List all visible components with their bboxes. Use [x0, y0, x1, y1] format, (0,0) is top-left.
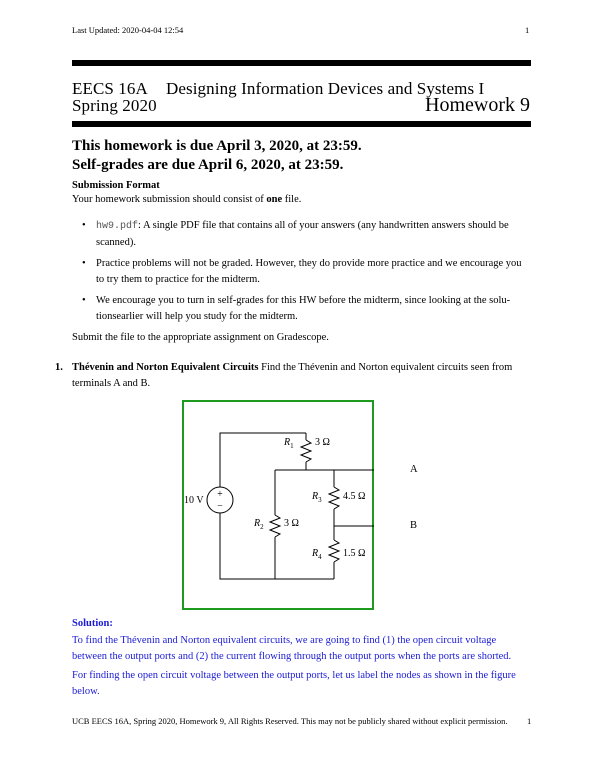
submission-list: [72, 218, 532, 324]
due-line-2: Self-grades are due April 6, 2020, at 23:59.: [72, 157, 344, 173]
submission-intro-pre: Your homework submission should consist of: [72, 194, 267, 205]
r2-value: 3 Ω: [284, 518, 299, 529]
list-item: [72, 256, 532, 287]
r1-label: $R_1$: [284, 437, 294, 450]
r1-value: 3 Ω: [315, 437, 330, 448]
list-item: [72, 218, 532, 250]
list-item-text: We encourage you to turn in self-grades for this HW before the midterm, since looking at the solu-tionsearlier will help you study for the midterm.: [96, 295, 511, 322]
footer-text: UCB EECS 16A, Spring 2020, Homework 9, All Rights Reserved. This may not be publicly shared without explicit permission.: [72, 716, 508, 726]
title-top-rule: [72, 60, 531, 66]
submission-intro-post: file.: [282, 194, 302, 205]
r4-label: $R_4$: [312, 548, 322, 561]
course-title: Designing Information Devices and Systems I: [166, 79, 485, 98]
circuit-diagram: [182, 400, 374, 610]
footer-page-number: 1: [527, 716, 532, 726]
header-page-number: 1: [525, 25, 530, 35]
submission-heading: Submission Format: [72, 180, 160, 191]
r3-value: 4.5 Ω: [343, 491, 366, 502]
source-label: 10 V: [184, 495, 204, 506]
list-item-text: : A single PDF file that contains all of your answers (any handwritten answers should be scanned).: [96, 220, 509, 248]
file-name: hw9.pdf: [96, 221, 139, 232]
assignment-title: Homework 9: [425, 94, 530, 116]
problem-statement: [72, 360, 532, 391]
r4-value: 1.5 Ω: [343, 548, 366, 559]
terminal-b-label: B: [410, 520, 418, 531]
solution-paragraph-2: For finding the open circuit voltage between the output ports, let us label the nodes as shown in the figure below.: [72, 670, 516, 697]
r3-label: $R_3$: [312, 491, 322, 504]
r2-label: $R_2$: [254, 518, 264, 531]
solution-paragraph-1: To find the Thévenin and Norton equivalent circuits, we are going to find (1) the open circuit voltage between the output ports and (2) the current flowing through the output ports when the ports are shorted.: [72, 635, 512, 662]
submission-closing: Submit the file to the appropriate assignment on Gradescope.: [72, 332, 329, 343]
last-updated: Last Updated: 2020-04-04 12:54: [72, 25, 184, 35]
bullet-icon: •: [82, 258, 86, 269]
solution-heading: Solution:: [72, 618, 113, 629]
course-code: EECS 16A: [72, 79, 148, 98]
list-item: [72, 293, 532, 324]
bullet-icon: •: [82, 220, 86, 231]
list-item-text: Practice problems will not be graded. However, they do provide more practice and we encourage you to try them to practice for the midterm.: [96, 258, 522, 285]
due-line-1: This homework is due April 3, 2020, at 23:59.: [72, 138, 362, 154]
title-bottom-rule: [72, 121, 531, 127]
problem-text: Find the Thévenin and Norton equivalent circuits seen from terminals A and B.: [72, 362, 513, 389]
terminal-a-label: A: [410, 464, 418, 475]
source-plus: +: [217, 489, 223, 500]
term: Spring 2020: [72, 96, 157, 115]
source-minus: −: [217, 501, 223, 512]
bullet-icon: •: [82, 295, 86, 306]
submission-intro: [72, 192, 301, 208]
submission-intro-bold: one: [266, 194, 283, 205]
problem-number: 1.: [55, 362, 63, 373]
problem-title: Thévenin and Norton Equivalent Circuits: [72, 362, 259, 373]
